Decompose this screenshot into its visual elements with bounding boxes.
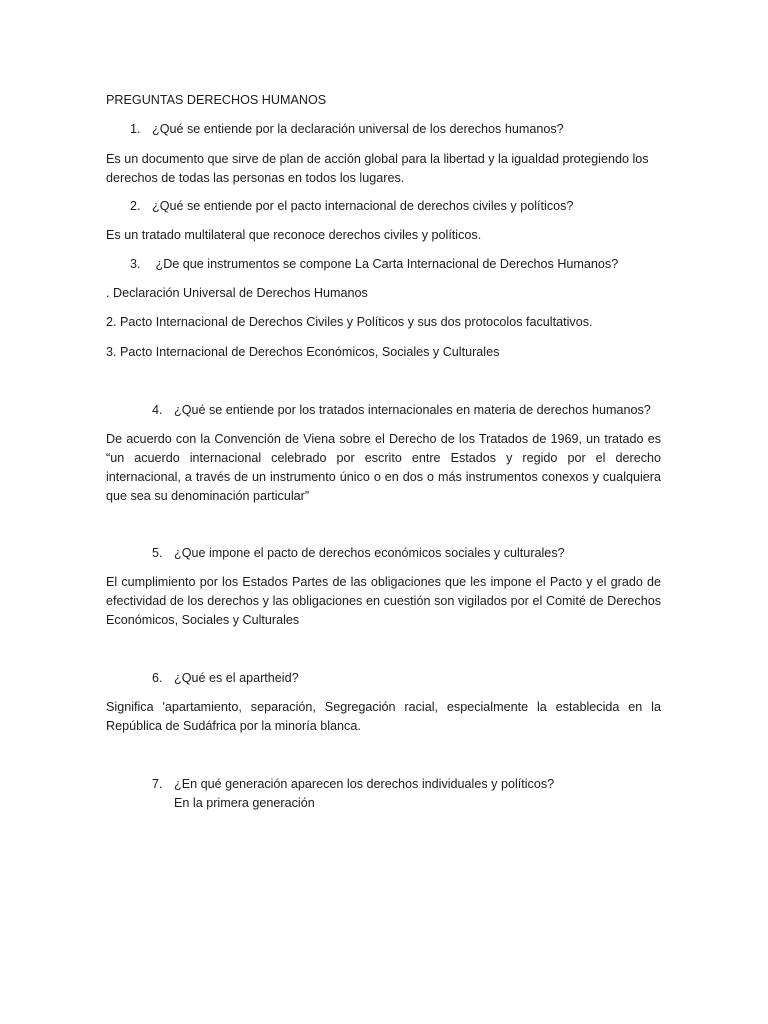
question-2-text: ¿Qué se entiende por el pacto internacional de derechos civiles y políticos? bbox=[152, 199, 574, 213]
answer-3-item-3: 3. Pacto Internacional de Derechos Económicos, Sociales y Culturales bbox=[106, 345, 500, 359]
question-3 bbox=[130, 255, 618, 274]
question-6-number: 6. bbox=[152, 671, 163, 685]
question-2 bbox=[130, 197, 573, 216]
question-6 bbox=[152, 669, 299, 688]
answer-1: Es un documento que sirve de plan de acción global para la libertad y la igualdad protegiendo los derechos de todas las personas en todos los lugares. bbox=[106, 152, 649, 185]
question-4-text: ¿Qué se entiende por los tratados internacionales en materia de derechos humanos? bbox=[174, 403, 651, 417]
question-4 bbox=[152, 401, 651, 420]
question-5-number: 5. bbox=[152, 546, 163, 560]
answer-7: En la primera generación bbox=[174, 796, 315, 810]
question-5-text: ¿Que impone el pacto de derechos económicos sociales y culturales? bbox=[174, 546, 565, 560]
question-1 bbox=[130, 120, 564, 139]
answer-3-item-1: . Declaración Universal de Derechos Humanos bbox=[106, 286, 368, 300]
answer-4: De acuerdo con la Convención de Viena sobre el Derecho de los Tratados de 1969, un tratado es “un acuerdo internacional celebrado por escrito entre Estados y regido por el derecho internacional, a través de un instrumento único o en dos o más instrumentos conexos y cualquiera que sea su denominación particular” bbox=[106, 432, 661, 503]
question-5 bbox=[152, 544, 565, 563]
answer-5: El cumplimiento por los Estados Partes de las obligaciones que les impone el Pacto y el grado de efectividad de los derechos y las obligaciones en cuestión son vigilados por el Comité de Derechos Económicos, Sociales y Culturales bbox=[106, 575, 661, 627]
question-3-number: 3. bbox=[130, 257, 141, 271]
question-7-number: 7. bbox=[152, 777, 163, 791]
answer-2: Es un tratado multilateral que reconoce derechos civiles y políticos. bbox=[106, 228, 482, 242]
answer-6: Significa 'apartamiento, separación, Segregación racial, especialmente la establecida en la República de Sudáfrica por la minoría blanca. bbox=[106, 700, 661, 733]
question-6-text: ¿Qué es el apartheid? bbox=[174, 671, 299, 685]
question-7 bbox=[152, 775, 554, 794]
question-4-number: 4. bbox=[152, 403, 163, 417]
document-title: PREGUNTAS DERECHOS HUMANOS bbox=[106, 93, 327, 107]
question-2-number: 2. bbox=[130, 199, 141, 213]
question-3-text: ¿De que instrumentos se compone La Carta Internacional de Derechos Humanos? bbox=[152, 257, 619, 271]
answer-3-item-2: 2. Pacto Internacional de Derechos Civiles y Políticos y sus dos protocolos facultativos. bbox=[106, 315, 593, 329]
question-7-text: ¿En qué generación aparecen los derechos individuales y políticos? bbox=[174, 777, 555, 791]
question-1-text: ¿Qué se entiende por la declaración universal de los derechos humanos? bbox=[152, 122, 564, 136]
question-1-number: 1. bbox=[130, 122, 141, 136]
